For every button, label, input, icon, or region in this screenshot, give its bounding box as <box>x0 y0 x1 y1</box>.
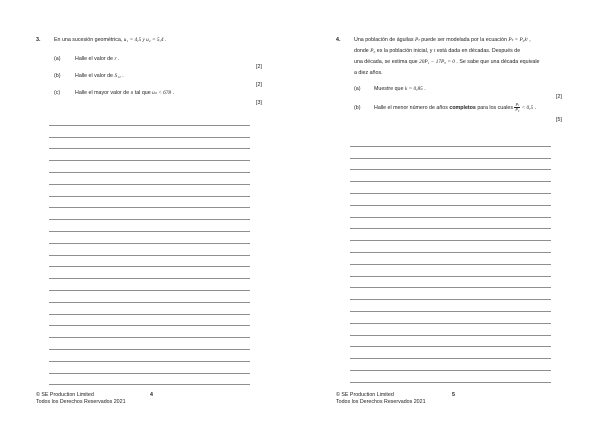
answer-line <box>49 114 250 126</box>
footer-rights: Todos los Derechos Reservados 2021 <box>336 399 426 405</box>
part-4b-marks: [5] <box>556 117 562 123</box>
answer-line <box>49 338 250 350</box>
part-3c-marks: [3] <box>256 100 262 106</box>
part-4b-label: (b) <box>354 105 361 111</box>
answer-line <box>49 185 250 197</box>
question-3-number: 3. <box>36 37 41 43</box>
part-4a-marks: [2] <box>556 94 562 100</box>
answer-line <box>350 194 551 206</box>
answer-line <box>49 197 250 209</box>
answer-line <box>350 336 551 348</box>
answer-line <box>350 241 551 253</box>
fraction: $\frac{\text{Pₜ}}{\text{P₀}}$ <box>515 101 520 113</box>
part-3b-marks: [2] <box>256 82 262 88</box>
part-3a-text: Halle el valor de r . <box>75 56 120 62</box>
answer-line <box>49 362 250 374</box>
answer-line <box>49 220 250 232</box>
part-4a-label: (a) <box>354 86 361 92</box>
footer-rights: Todos los Derechos Reservados 2021 <box>36 399 126 405</box>
answer-line <box>350 218 551 230</box>
answer-line <box>49 279 250 291</box>
answer-line <box>49 161 250 173</box>
answer-line <box>350 229 551 241</box>
answer-lines[interactable] <box>49 114 250 385</box>
question-3-stem: En una sucesión geométrica, u₁ = 4,5 y u₂ = 5,4 . <box>54 37 167 43</box>
answer-line <box>350 347 551 359</box>
answer-line <box>350 206 551 218</box>
answer-line <box>350 288 551 300</box>
part-3c-label: (c) <box>54 90 61 96</box>
part-3c-text: Halle el mayor valor de n tal que uₙ < 678 . <box>75 90 175 96</box>
question-4-number: 4. <box>336 37 341 43</box>
question-4-stem-line1: Una población de águilas Pₜ puede ser modelada por la ecuación Pₜ = P₀kᵗ , <box>354 37 531 43</box>
answer-line <box>350 253 551 265</box>
answer-line <box>350 359 551 371</box>
answer-line <box>350 159 551 171</box>
page-number: 4 <box>150 392 153 398</box>
part-4b-text: Halle el menor número de años completos para los cuales $\frac{\text{Pₜ}}{\text{P₀}}$ < 0,5 . <box>374 101 537 113</box>
answer-line <box>49 303 250 315</box>
answer-line <box>49 326 250 338</box>
answer-line <box>350 312 551 324</box>
page-number: 5 <box>452 392 455 398</box>
answer-line <box>49 267 250 279</box>
part-3b-text: Halle el valor de S₁₂ . <box>75 73 124 79</box>
answer-line <box>350 300 551 312</box>
question-4-stem-line2: donde P₀ es la población inicial, y t está dada en décadas. Después de <box>354 48 521 54</box>
answer-line <box>350 265 551 277</box>
question-4-stem-line3: una década, se estima que 20P₁ − 17P₀ = 0 . Se sabe que una década equivale <box>354 59 540 65</box>
question-4-stem-line4: a diez años. <box>354 70 383 76</box>
answer-line <box>49 173 250 185</box>
footer-copyright: © SE Production Limited <box>336 392 394 398</box>
right-page <box>300 0 600 424</box>
footer-copyright: © SE Production Limited <box>36 392 94 398</box>
answer-line <box>49 315 250 327</box>
answer-line <box>350 277 551 289</box>
answer-lines[interactable] <box>350 135 551 383</box>
answer-line <box>350 170 551 182</box>
answer-line <box>350 182 551 194</box>
part-3a-label: (a) <box>54 56 61 62</box>
answer-line <box>49 149 250 161</box>
answer-line <box>350 371 551 383</box>
part-3a-marks: [2] <box>256 64 262 70</box>
answer-line <box>49 126 250 138</box>
answer-line <box>350 147 551 159</box>
answer-line <box>49 232 250 244</box>
answer-line <box>350 324 551 336</box>
answer-line <box>350 135 551 147</box>
answer-line <box>49 208 250 220</box>
answer-line <box>49 374 250 386</box>
answer-line <box>49 138 250 150</box>
part-4a-text: Muestre que k = 0,85 . <box>374 86 426 92</box>
answer-line <box>49 256 250 268</box>
answer-line <box>49 244 250 256</box>
answer-line <box>49 291 250 303</box>
answer-line <box>49 350 250 362</box>
part-3b-label: (b) <box>54 73 61 79</box>
